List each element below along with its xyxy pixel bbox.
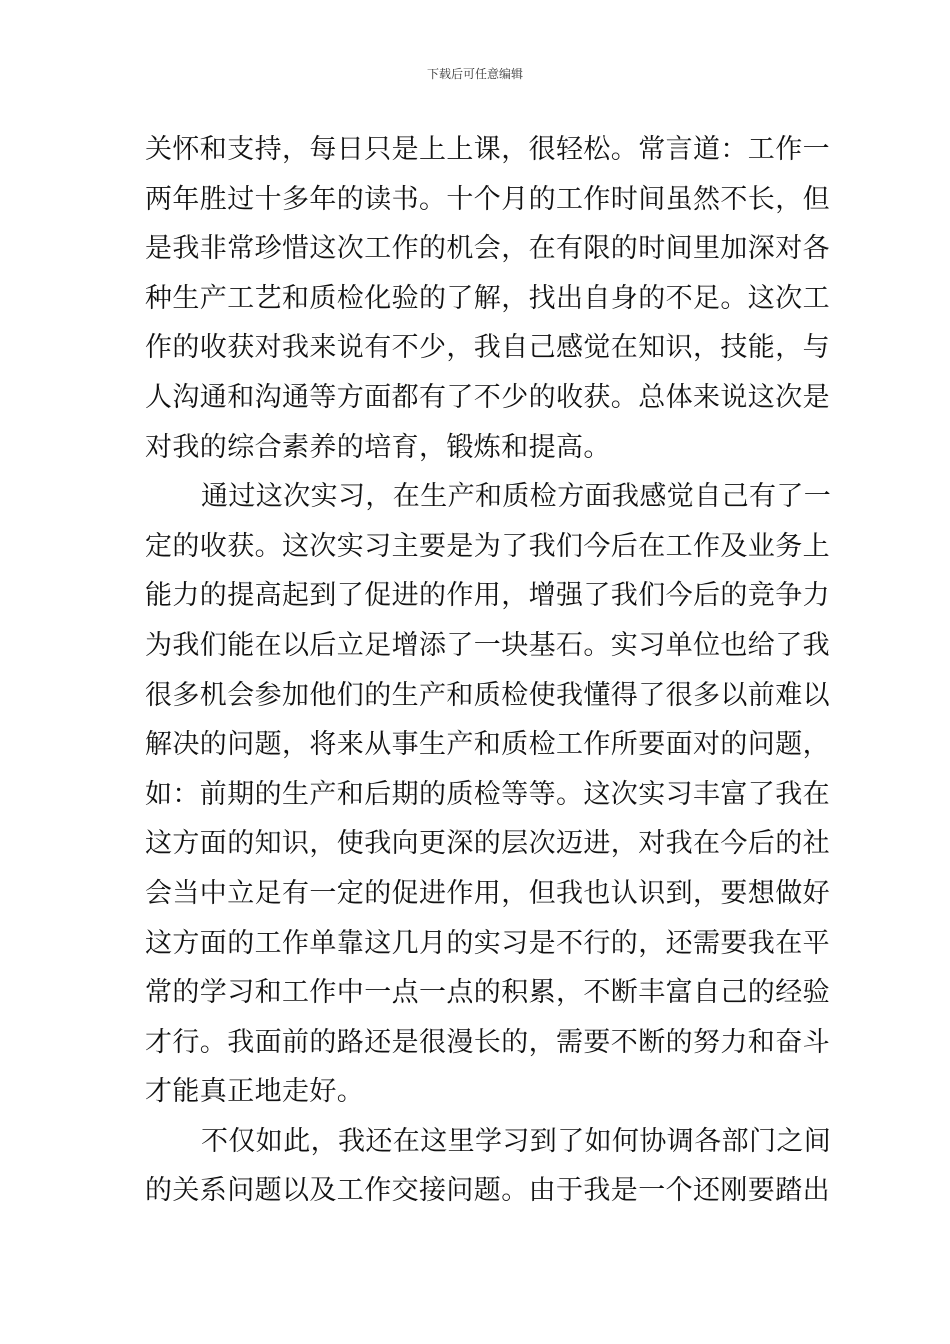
text-line: 定的收获。这次实习主要是为了我们今后在工作及业务上 — [145, 530, 830, 562]
text-line: 对我的综合素养的培育，锻炼和提高。 — [145, 431, 611, 463]
text-line: 才行。我面前的路还是很漫长的，需要不断的努力和奋斗 — [145, 1026, 830, 1058]
text-line: 的关系问题以及工作交接问题。由于我是一个还刚要踏出 — [145, 1175, 830, 1207]
text-line: 这方面的知识，使我向更深的层次迈进，对我在今后的社 — [145, 828, 830, 860]
text-line: 人沟通和沟通等方面都有了不少的收获。总体来说这次是 — [145, 381, 830, 413]
text-line: 关怀和支持，每日只是上上课，很轻松。常言道：工作一 — [145, 134, 830, 165]
text-line: 两年胜过十多年的读书。十个月的工作时间虽然不长，但 — [145, 183, 830, 215]
text-line: 常的学习和工作中一点一点的积累，不断丰富自己的经验 — [145, 977, 830, 1009]
text-line: 会当中立足有一定的促进作用，但我也认识到，要想做好 — [145, 877, 830, 909]
text-line: 如：前期的生产和后期的质检等等。这次实习丰富了我在 — [145, 778, 830, 810]
text-line: 是我非常珍惜这次工作的机会，在有限的时间里加深对各 — [145, 233, 830, 265]
text-line: 通过这次实习，在生产和质检方面我感觉自己有了一 — [201, 481, 832, 513]
text-line: 解决的问题，将来从事生产和质检工作所要面对的问题， — [145, 729, 830, 761]
paragraph-1 — [145, 125, 830, 472]
page-header: 下载后可任意编辑 — [426, 67, 523, 81]
text-line: 很多机会参加他们的生产和质检使我懂得了很多以前难以 — [145, 679, 830, 711]
paragraph-2 — [145, 472, 832, 1117]
text-line: 作的收获对我来说有不少，我自己感觉在知识，技能，与 — [145, 332, 830, 364]
text-line: 不仅如此，我还在这里学习到了如何协调各部门之间 — [201, 1125, 832, 1157]
text-line: 才能真正地走好。 — [145, 1076, 365, 1108]
document-body — [145, 125, 832, 1216]
text-line: 为我们能在以后立足增添了一块基石。实习单位也给了我 — [145, 629, 830, 661]
text-line: 能力的提高起到了促进的作用，增强了我们今后的竞争力 — [145, 580, 830, 612]
text-line: 这方面的工作单靠这几月的实习是不行的，还需要我在平 — [145, 927, 830, 959]
paragraph-3 — [145, 1117, 832, 1216]
text-line: 种生产工艺和质检化验的了解，找出自身的不足。这次工 — [145, 282, 830, 314]
